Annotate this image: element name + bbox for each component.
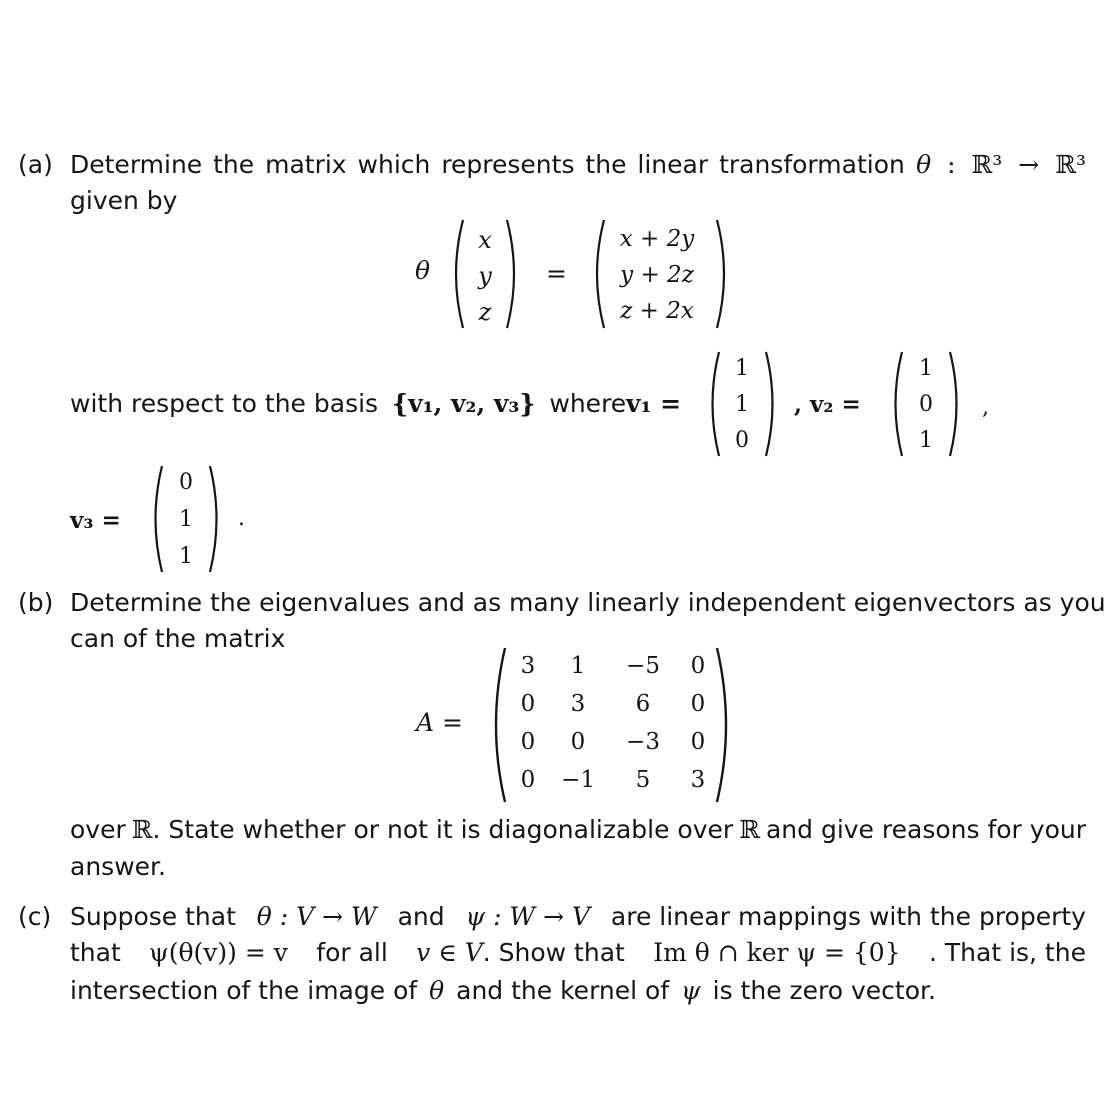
matrix-A-entry: 3	[690, 767, 706, 793]
part-c-line-1: Suppose that θ : V → W and ψ : W → V are linear mappings with the property	[70, 902, 1086, 931]
part-c-line-3: intersection of the image of θ and the kernel of ψ is the zero vector.	[70, 976, 936, 1005]
input-vector-entry: x	[478, 226, 492, 254]
matrix-A-entry: −5	[626, 653, 660, 679]
v2-right-paren	[947, 350, 965, 458]
theta-symbol: θ	[415, 256, 431, 285]
matrix-A-entry: −1	[561, 767, 595, 793]
v2-trailing-comma: ,	[982, 395, 989, 420]
output-vector-entry: y + 2z	[620, 262, 694, 288]
part-b-after-line-1: over ℝ. State whether or not it is diagonalizable over ℝ and give reasons for your	[70, 815, 1086, 844]
part-b-after-line-2: answer.	[70, 852, 166, 881]
matrix-A-left-paren	[484, 646, 508, 804]
v2-entry: 1	[919, 356, 933, 381]
matrix-A-entry: 0	[690, 653, 706, 679]
output-vector-entry: z + 2x	[620, 298, 694, 324]
matrix-A-entry: 6	[635, 691, 651, 717]
part-a-intro-text: Determine the matrix which represents the linear transformation	[70, 150, 905, 179]
v3-label: v₃ =	[70, 507, 121, 534]
v1-right-paren	[763, 350, 781, 458]
matrix-A-entry: 0	[690, 691, 706, 717]
v3-period: .	[238, 506, 245, 531]
part-a-line-2: given by	[70, 186, 178, 215]
v3-left-paren	[147, 464, 165, 574]
v3-entry: 1	[179, 507, 193, 532]
equals-sign: =	[546, 259, 567, 288]
v1-entry: 0	[735, 428, 749, 453]
output-vector-left-paren	[588, 218, 608, 330]
matrix-A-label: A =	[416, 708, 463, 737]
input-vector-right-paren	[503, 218, 523, 330]
v3-entry: 0	[179, 470, 193, 495]
part-c-label: (c)	[18, 902, 52, 931]
matrix-A-entry: 0	[520, 767, 536, 793]
v1-label: v₁ =	[626, 389, 682, 418]
part-c-line-2: that ψ(θ(v)) = v for all v ∈ V. Show that Im θ ∩ ker ψ = {0} . That is, the	[70, 938, 1086, 967]
v3-entry: 1	[179, 544, 193, 569]
matrix-A-entry: −3	[626, 729, 660, 755]
matrix-A-entry: 3	[520, 653, 536, 679]
part-b-line-2: can of the matrix	[70, 624, 286, 653]
matrix-A-entry: 5	[635, 767, 651, 793]
v1-left-paren	[704, 350, 722, 458]
part-b-line-1: Determine the eigenvalues and as many linearly independent eigenvectors as you	[70, 588, 1106, 617]
matrix-A-right-paren	[714, 646, 738, 804]
part-a-label: (a)	[18, 150, 53, 179]
transformation-signature: θ : ℝ³ → ℝ³	[916, 150, 1086, 179]
v2-label: , v₂ =	[794, 391, 861, 418]
matrix-A-entry: 0	[520, 729, 536, 755]
v2-left-paren	[887, 350, 905, 458]
basis-set: {v₁, v₂, v₃}	[392, 389, 536, 418]
matrix-A-entry: 0	[570, 729, 586, 755]
matrix-A-entry: 3	[570, 691, 586, 717]
v2-entry: 1	[919, 428, 933, 453]
v1-entry: 1	[735, 392, 749, 417]
input-vector-entry: y	[478, 262, 492, 290]
input-vector-entry: z	[478, 298, 492, 326]
part-a-line-1	[70, 152, 1086, 177]
matrix-A-entry: 1	[570, 653, 586, 679]
output-vector-right-paren	[713, 218, 733, 330]
v1-entry: 1	[735, 356, 749, 381]
part-a-basis-line: with respect to the basis {v₁, v₂, v₃} where	[70, 389, 627, 418]
v2-entry: 0	[919, 392, 933, 417]
output-vector-entry: x + 2y	[619, 226, 695, 252]
part-b-label: (b)	[18, 588, 54, 617]
matrix-A-entry: 0	[690, 729, 706, 755]
v3-right-paren	[207, 464, 225, 574]
matrix-A-entry: 0	[520, 691, 536, 717]
